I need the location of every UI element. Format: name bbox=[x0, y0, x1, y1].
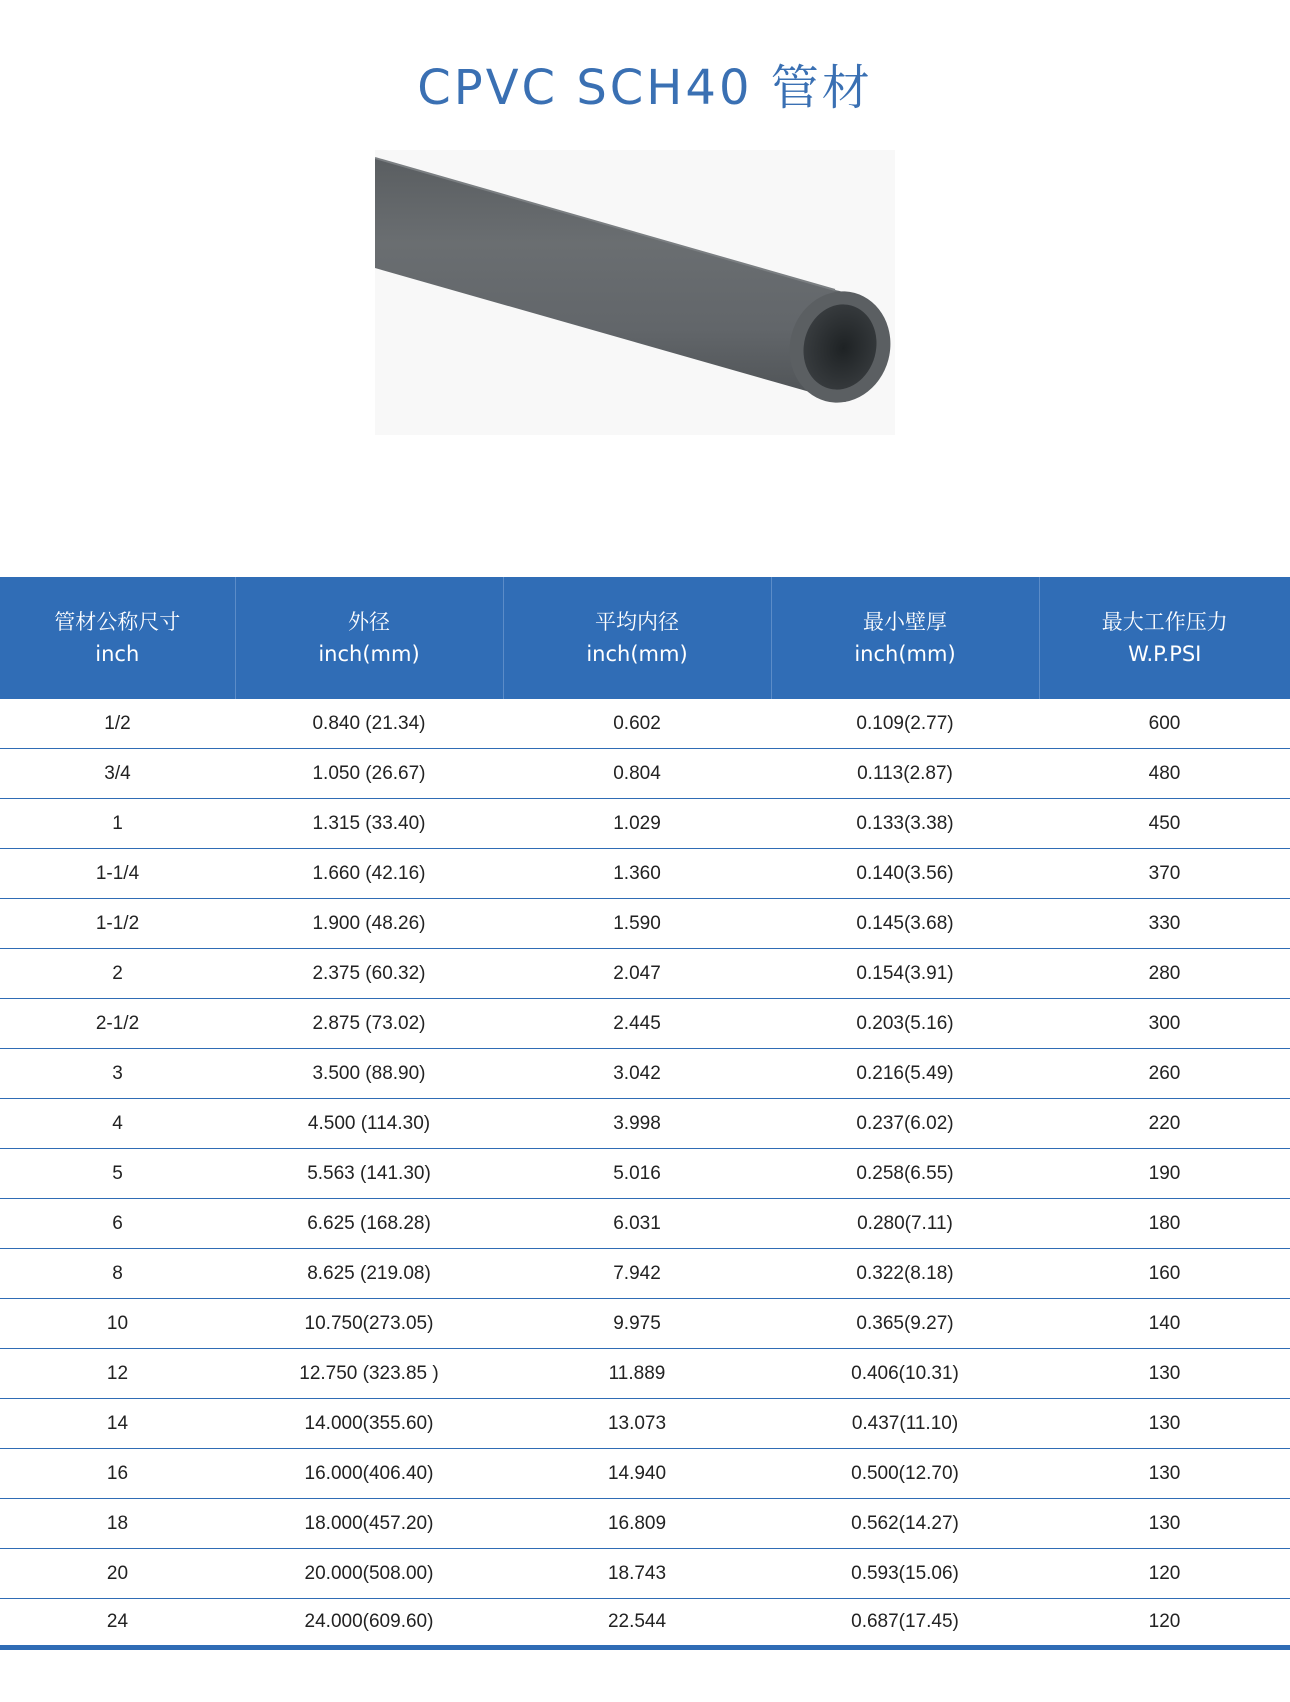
cell-nominal-size: 1 bbox=[0, 799, 235, 849]
cell-outer-diameter: 10.750(273.05) bbox=[235, 1299, 503, 1349]
cell-pressure: 130 bbox=[1039, 1399, 1290, 1449]
cell-nominal-size: 3 bbox=[0, 1049, 235, 1099]
cell-pressure: 600 bbox=[1039, 699, 1290, 749]
cell-inner-diameter: 2.445 bbox=[503, 999, 771, 1049]
cell-outer-diameter: 8.625 (219.08) bbox=[235, 1249, 503, 1299]
cell-inner-diameter: 6.031 bbox=[503, 1199, 771, 1249]
table-header-row bbox=[0, 577, 1290, 699]
cell-wall-thickness: 0.133(3.38) bbox=[771, 799, 1039, 849]
cell-wall-thickness: 0.500(12.70) bbox=[771, 1449, 1039, 1499]
cell-inner-diameter: 3.042 bbox=[503, 1049, 771, 1099]
cell-inner-diameter: 11.889 bbox=[503, 1349, 771, 1399]
header-average-inner-diameter: 平均内径 inch(mm) bbox=[503, 577, 771, 699]
cell-nominal-size: 14 bbox=[0, 1399, 235, 1449]
table-row bbox=[0, 1049, 1290, 1099]
cell-wall-thickness: 0.406(10.31) bbox=[771, 1349, 1039, 1399]
cell-nominal-size: 2-1/2 bbox=[0, 999, 235, 1049]
cell-pressure: 160 bbox=[1039, 1249, 1290, 1299]
cell-inner-diameter: 9.975 bbox=[503, 1299, 771, 1349]
cell-wall-thickness: 0.113(2.87) bbox=[771, 749, 1039, 799]
cell-outer-diameter: 5.563 (141.30) bbox=[235, 1149, 503, 1199]
table-row bbox=[0, 1399, 1290, 1449]
cell-pressure: 120 bbox=[1039, 1599, 1290, 1648]
cell-inner-diameter: 1.360 bbox=[503, 849, 771, 899]
cell-outer-diameter: 0.840 (21.34) bbox=[235, 699, 503, 749]
table-row bbox=[0, 949, 1290, 999]
cell-nominal-size: 1/2 bbox=[0, 699, 235, 749]
table-row bbox=[0, 1299, 1290, 1349]
cell-nominal-size: 8 bbox=[0, 1249, 235, 1299]
table-row bbox=[0, 899, 1290, 949]
cell-wall-thickness: 0.687(17.45) bbox=[771, 1599, 1039, 1648]
cell-nominal-size: 3/4 bbox=[0, 749, 235, 799]
spec-table bbox=[0, 577, 1290, 1650]
cell-nominal-size: 20 bbox=[0, 1549, 235, 1599]
cell-nominal-size: 18 bbox=[0, 1499, 235, 1549]
pipe-photo bbox=[375, 150, 895, 435]
cell-outer-diameter: 1.315 (33.40) bbox=[235, 799, 503, 849]
cell-wall-thickness: 0.593(15.06) bbox=[771, 1549, 1039, 1599]
cell-inner-diameter: 14.940 bbox=[503, 1449, 771, 1499]
cell-outer-diameter: 14.000(355.60) bbox=[235, 1399, 503, 1449]
cell-inner-diameter: 18.743 bbox=[503, 1549, 771, 1599]
table-row bbox=[0, 1199, 1290, 1249]
cell-inner-diameter: 22.544 bbox=[503, 1599, 771, 1648]
table-row bbox=[0, 1099, 1290, 1149]
cell-pressure: 260 bbox=[1039, 1049, 1290, 1099]
cell-pressure: 130 bbox=[1039, 1349, 1290, 1399]
cell-outer-diameter: 2.375 (60.32) bbox=[235, 949, 503, 999]
cell-nominal-size: 6 bbox=[0, 1199, 235, 1249]
cell-inner-diameter: 1.590 bbox=[503, 899, 771, 949]
cell-inner-diameter: 16.809 bbox=[503, 1499, 771, 1549]
cell-outer-diameter: 12.750 (323.85 ) bbox=[235, 1349, 503, 1399]
cell-inner-diameter: 3.998 bbox=[503, 1099, 771, 1149]
cell-outer-diameter: 16.000(406.40) bbox=[235, 1449, 503, 1499]
table-row bbox=[0, 1599, 1290, 1648]
cell-outer-diameter: 1.660 (42.16) bbox=[235, 849, 503, 899]
header-outer-diameter: 外径 inch(mm) bbox=[235, 577, 503, 699]
cell-pressure: 480 bbox=[1039, 749, 1290, 799]
cell-outer-diameter: 2.875 (73.02) bbox=[235, 999, 503, 1049]
cell-inner-diameter: 5.016 bbox=[503, 1149, 771, 1199]
cell-pressure: 280 bbox=[1039, 949, 1290, 999]
cell-pressure: 180 bbox=[1039, 1199, 1290, 1249]
cell-nominal-size: 1-1/4 bbox=[0, 849, 235, 899]
cell-pressure: 130 bbox=[1039, 1449, 1290, 1499]
cell-nominal-size: 5 bbox=[0, 1149, 235, 1199]
cell-nominal-size: 16 bbox=[0, 1449, 235, 1499]
cell-pressure: 130 bbox=[1039, 1499, 1290, 1549]
cell-wall-thickness: 0.258(6.55) bbox=[771, 1149, 1039, 1199]
table-row bbox=[0, 799, 1290, 849]
table-body bbox=[0, 699, 1290, 1648]
table-row bbox=[0, 699, 1290, 749]
cell-pressure: 120 bbox=[1039, 1549, 1290, 1599]
cell-pressure: 140 bbox=[1039, 1299, 1290, 1349]
cell-nominal-size: 10 bbox=[0, 1299, 235, 1349]
cell-nominal-size: 1-1/2 bbox=[0, 899, 235, 949]
table-row bbox=[0, 1499, 1290, 1549]
table-row bbox=[0, 1549, 1290, 1599]
cell-pressure: 370 bbox=[1039, 849, 1290, 899]
cell-wall-thickness: 0.109(2.77) bbox=[771, 699, 1039, 749]
cell-wall-thickness: 0.237(6.02) bbox=[771, 1099, 1039, 1149]
cell-pressure: 190 bbox=[1039, 1149, 1290, 1199]
table-row bbox=[0, 999, 1290, 1049]
cell-inner-diameter: 0.602 bbox=[503, 699, 771, 749]
cell-wall-thickness: 0.216(5.49) bbox=[771, 1049, 1039, 1099]
cell-pressure: 450 bbox=[1039, 799, 1290, 849]
cell-wall-thickness: 0.365(9.27) bbox=[771, 1299, 1039, 1349]
cell-outer-diameter: 6.625 (168.28) bbox=[235, 1199, 503, 1249]
cell-wall-thickness: 0.145(3.68) bbox=[771, 899, 1039, 949]
cell-nominal-size: 12 bbox=[0, 1349, 235, 1399]
cell-pressure: 300 bbox=[1039, 999, 1290, 1049]
table-row bbox=[0, 1249, 1290, 1299]
cell-nominal-size: 4 bbox=[0, 1099, 235, 1149]
cell-wall-thickness: 0.203(5.16) bbox=[771, 999, 1039, 1049]
cell-inner-diameter: 7.942 bbox=[503, 1249, 771, 1299]
cell-inner-diameter: 1.029 bbox=[503, 799, 771, 849]
cell-outer-diameter: 24.000(609.60) bbox=[235, 1599, 503, 1648]
header-min-wall-thickness: 最小壁厚 inch(mm) bbox=[771, 577, 1039, 699]
cell-wall-thickness: 0.280(7.11) bbox=[771, 1199, 1039, 1249]
cell-nominal-size: 24 bbox=[0, 1599, 235, 1648]
cell-wall-thickness: 0.322(8.18) bbox=[771, 1249, 1039, 1299]
header-nominal-size: 管材公称尺寸 inch bbox=[0, 577, 235, 699]
cell-outer-diameter: 1.900 (48.26) bbox=[235, 899, 503, 949]
cell-inner-diameter: 13.073 bbox=[503, 1399, 771, 1449]
cell-nominal-size: 2 bbox=[0, 949, 235, 999]
cell-outer-diameter: 20.000(508.00) bbox=[235, 1549, 503, 1599]
page-title: CPVC SCH40 管材 bbox=[417, 60, 873, 116]
table-row bbox=[0, 749, 1290, 799]
cell-pressure: 220 bbox=[1039, 1099, 1290, 1149]
cell-wall-thickness: 0.437(11.10) bbox=[771, 1399, 1039, 1449]
cell-outer-diameter: 1.050 (26.67) bbox=[235, 749, 503, 799]
table-row bbox=[0, 849, 1290, 899]
cell-inner-diameter: 0.804 bbox=[503, 749, 771, 799]
table-row bbox=[0, 1349, 1290, 1399]
cell-wall-thickness: 0.140(3.56) bbox=[771, 849, 1039, 899]
cell-outer-diameter: 4.500 (114.30) bbox=[235, 1099, 503, 1149]
cell-outer-diameter: 3.500 (88.90) bbox=[235, 1049, 503, 1099]
table-row bbox=[0, 1449, 1290, 1499]
header-max-working-pressure: 最大工作压力 W.P.PSI bbox=[1039, 577, 1290, 699]
table-row bbox=[0, 1149, 1290, 1199]
cell-wall-thickness: 0.562(14.27) bbox=[771, 1499, 1039, 1549]
cell-wall-thickness: 0.154(3.91) bbox=[771, 949, 1039, 999]
cell-inner-diameter: 2.047 bbox=[503, 949, 771, 999]
cell-outer-diameter: 18.000(457.20) bbox=[235, 1499, 503, 1549]
cell-pressure: 330 bbox=[1039, 899, 1290, 949]
